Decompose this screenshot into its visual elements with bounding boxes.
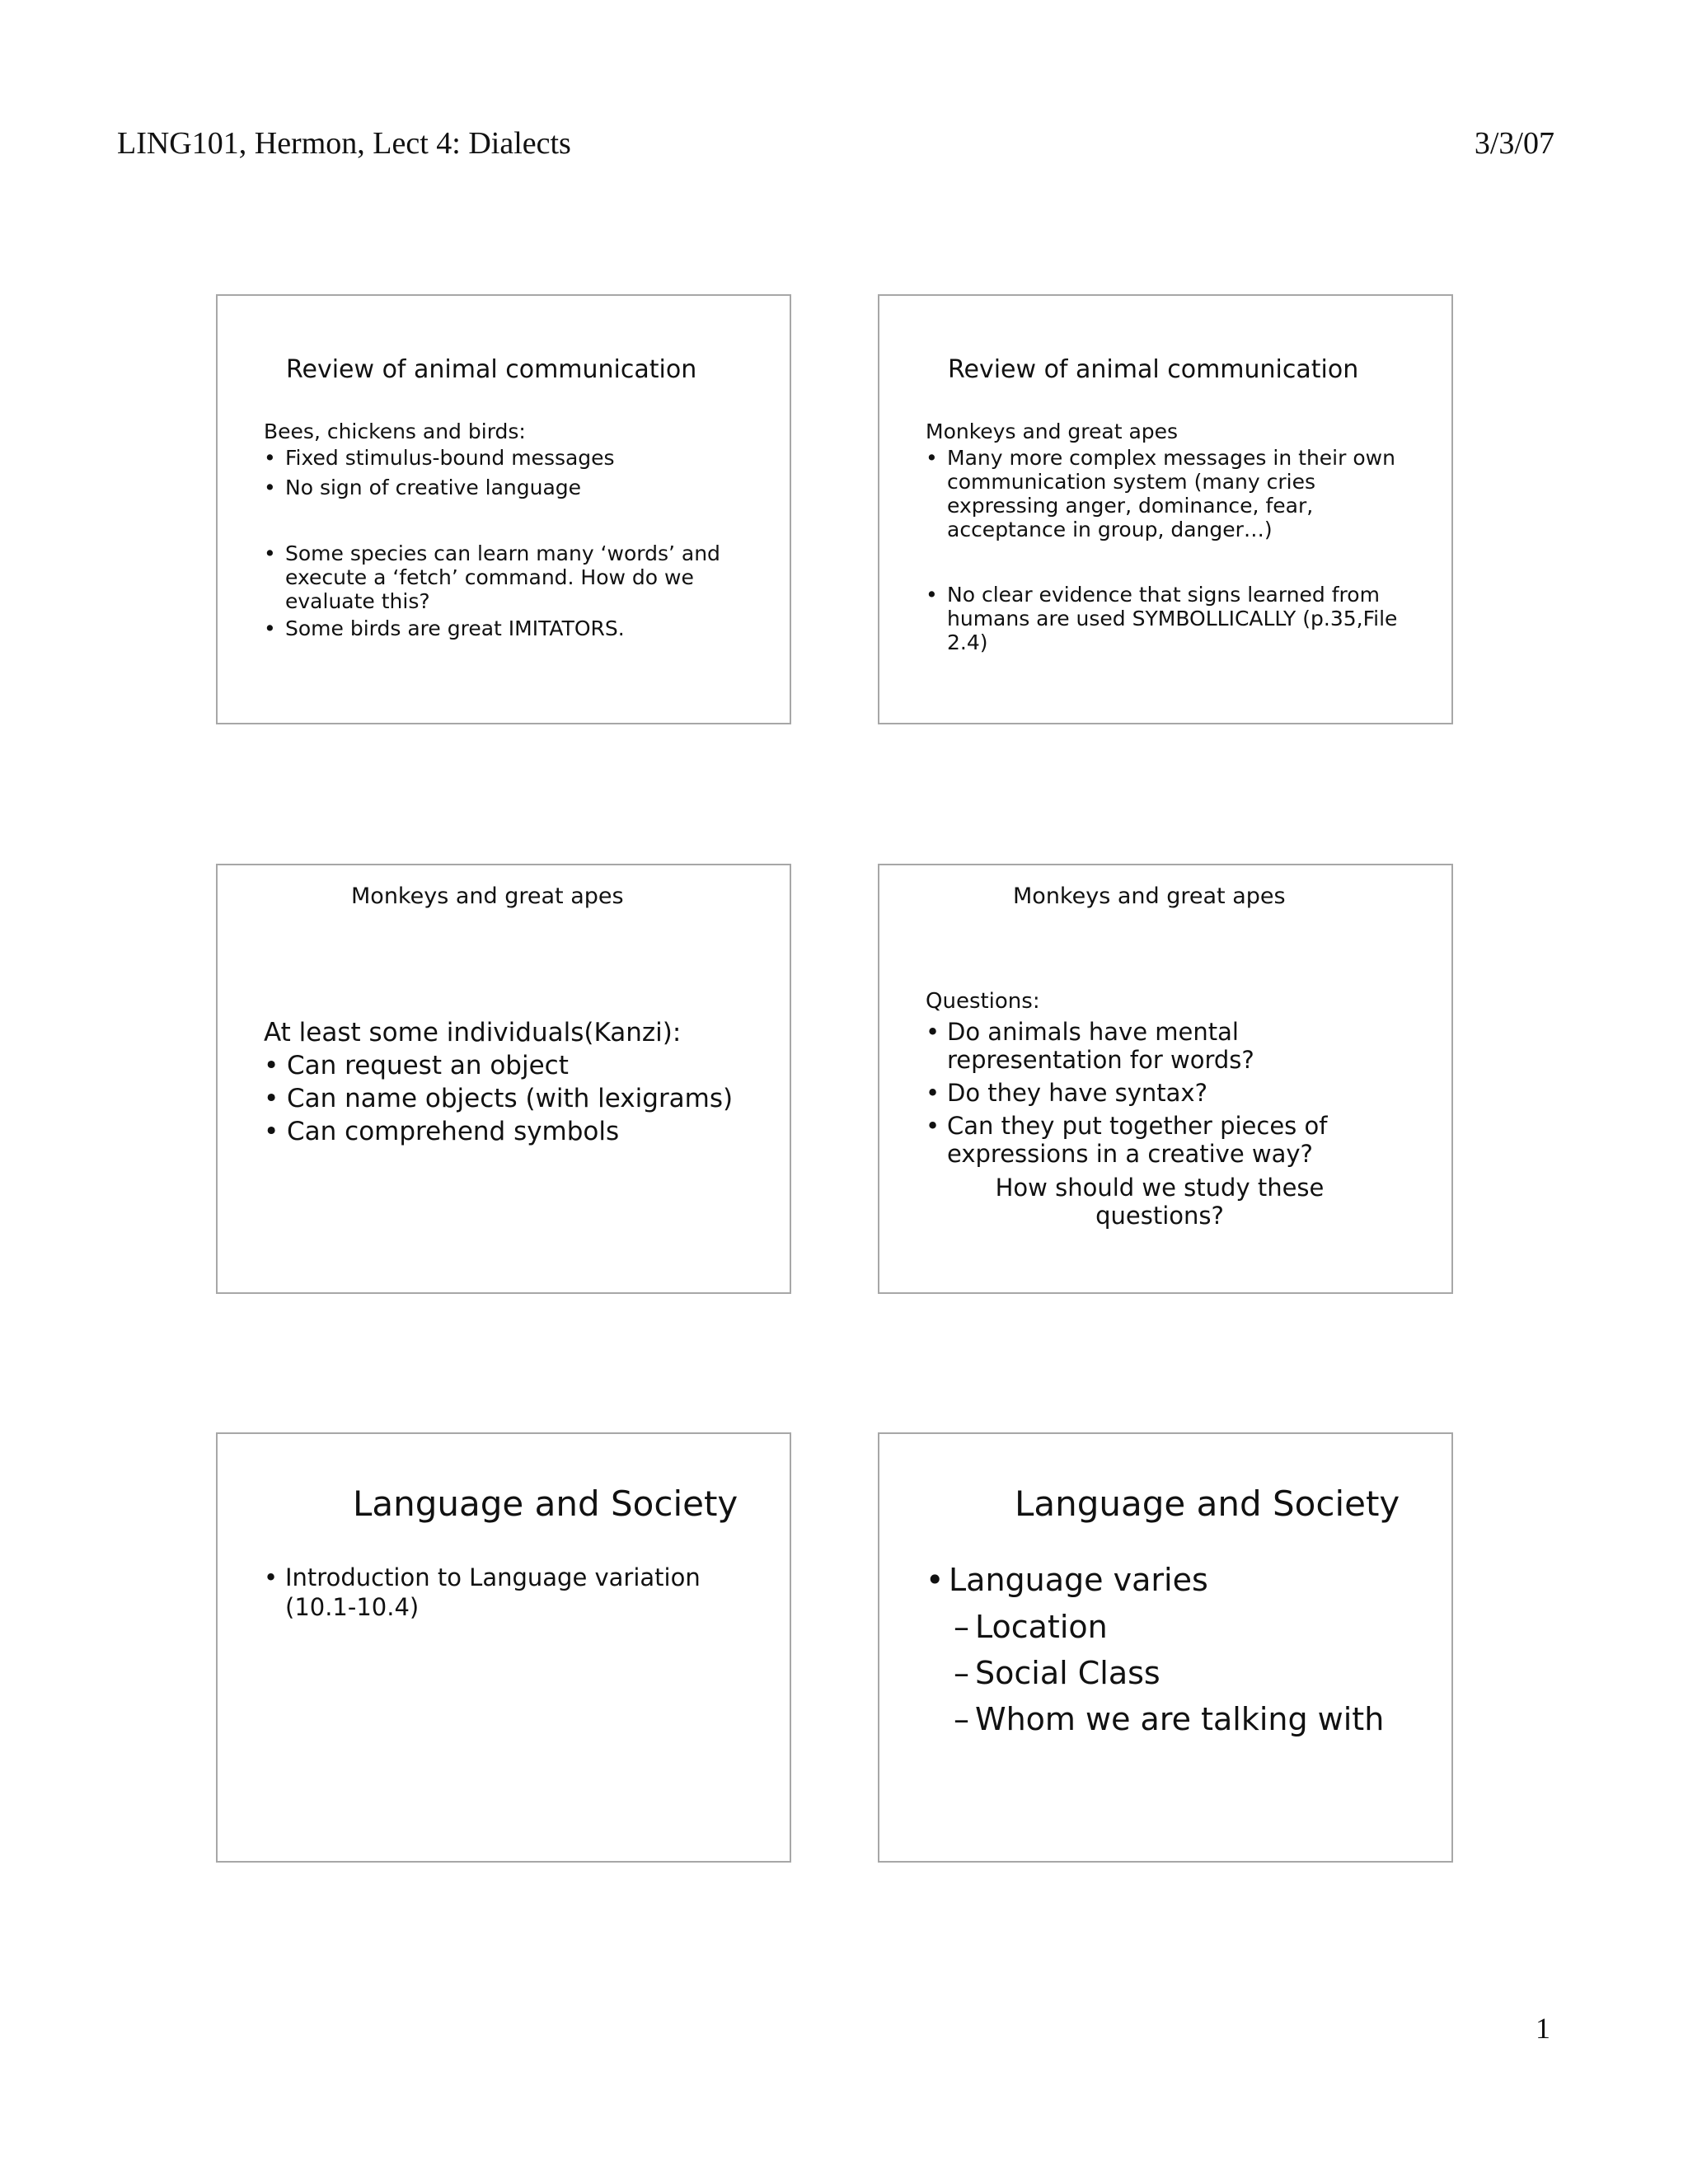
slide-title: Language and Society bbox=[1015, 1483, 1400, 1524]
slide-subtitle: Questions: bbox=[926, 989, 1040, 1014]
bullet-list bbox=[264, 1563, 767, 1622]
slide-1 bbox=[216, 294, 791, 724]
bullet-list bbox=[926, 446, 1420, 541]
list-item: – Whom we are talking with bbox=[954, 1696, 1432, 1742]
slide-title: Monkeys and great apes bbox=[1013, 883, 1286, 909]
slide-4 bbox=[878, 864, 1453, 1294]
list-item: • Can name objects (with lexigrams) bbox=[264, 1085, 775, 1113]
slide-title: Language and Society bbox=[353, 1483, 738, 1524]
slide-title: Review of animal communication bbox=[948, 355, 1359, 384]
slide-subtitle: At least some individuals(Kanzi): bbox=[264, 1018, 682, 1047]
bullet-list bbox=[264, 541, 758, 641]
list-item: • Language varies bbox=[926, 1561, 1437, 1599]
bullet-list bbox=[264, 1052, 775, 1146]
list-item: • Fixed stimulus-bound messages bbox=[264, 446, 758, 471]
list-item: • Many more complex messages in their own communication system (many cries expressing anger, dominance, fear, acceptance in group, danger…) bbox=[926, 446, 1420, 541]
slide-closing-question: How should we study these questions? bbox=[995, 1174, 1325, 1230]
list-item: • Can they put together pieces of expressions in a creative way? bbox=[926, 1112, 1412, 1168]
slide-3 bbox=[216, 864, 791, 1294]
document-header-title: LING101, Hermon, Lect 4: Dialects bbox=[117, 126, 571, 161]
list-item: • Some species can learn many ‘words’ and execute a ‘fetch’ command. How do we evaluate this? bbox=[264, 541, 758, 613]
bullet-list bbox=[926, 1561, 1437, 1599]
slide-title: Monkeys and great apes bbox=[351, 883, 624, 909]
page-number: 1 bbox=[1536, 2012, 1550, 2045]
slide-6 bbox=[878, 1432, 1453, 1863]
list-item: • Some birds are great IMITATORS. bbox=[264, 616, 758, 641]
list-item: • Can request an object bbox=[264, 1052, 775, 1080]
slide-subtitle: Bees, chickens and birds: bbox=[264, 419, 526, 443]
slide-5 bbox=[216, 1432, 791, 1863]
bullet-list bbox=[264, 446, 758, 500]
slide-subtitle: Monkeys and great apes bbox=[926, 419, 1179, 443]
list-item: • No sign of creative language bbox=[264, 476, 758, 500]
list-item: • Introduction to Language variation (10.1-10.4) bbox=[264, 1563, 767, 1622]
bullet-list bbox=[926, 583, 1420, 654]
slide-title: Review of animal communication bbox=[286, 355, 697, 384]
bullet-list bbox=[926, 1018, 1412, 1168]
list-item: – Social Class bbox=[954, 1650, 1432, 1696]
list-item: • No clear evidence that signs learned from humans are used SYMBOLLICALLY (p.35,File 2.4) bbox=[926, 583, 1420, 654]
sub-list bbox=[954, 1604, 1432, 1742]
list-item: • Do animals have mental representation for words? bbox=[926, 1018, 1412, 1074]
list-item: • Can comprehend symbols bbox=[264, 1118, 775, 1146]
document-header-date: 3/3/07 bbox=[1474, 126, 1554, 161]
list-item: – Location bbox=[954, 1604, 1432, 1650]
slide-2 bbox=[878, 294, 1453, 724]
list-item: • Do they have syntax? bbox=[926, 1079, 1412, 1107]
